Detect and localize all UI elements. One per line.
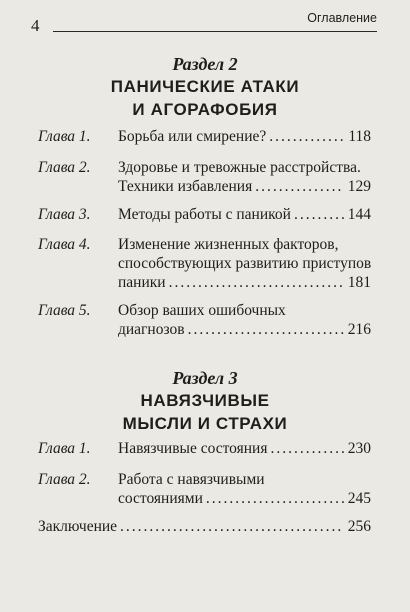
section-label: Раздел 3 bbox=[172, 368, 238, 388]
dot-leader bbox=[269, 127, 344, 146]
toc-entry[interactable] bbox=[38, 235, 371, 292]
chapter-title: паники bbox=[118, 274, 166, 291]
page-number: 4 bbox=[31, 16, 40, 35]
page-ref: 181 bbox=[347, 274, 371, 291]
chapter-title: Борьба или смирение? bbox=[118, 128, 267, 145]
dot-leader bbox=[206, 489, 344, 508]
chapter-title: Навязчивые состояния bbox=[118, 440, 268, 457]
toc-entry-conclusion[interactable] bbox=[38, 517, 371, 536]
dot-leader bbox=[255, 177, 344, 196]
section-title-line: МЫСЛИ И СТРАХИ bbox=[122, 414, 288, 433]
toc-entry[interactable] bbox=[38, 127, 371, 146]
chapter-title: Методы работы с паникой bbox=[118, 206, 291, 223]
section-title-line: ПАНИЧЕСКИЕ АТАКИ bbox=[110, 77, 300, 96]
chapter-label: Глава 4. bbox=[38, 236, 91, 253]
page-ref: 118 bbox=[348, 128, 371, 145]
chapter-title: Техники избавления bbox=[118, 178, 253, 195]
section-3-heading bbox=[0, 367, 410, 435]
dot-leader bbox=[270, 439, 343, 458]
section-label: Раздел 2 bbox=[172, 54, 238, 74]
section-2-heading bbox=[0, 53, 410, 121]
dot-leader bbox=[294, 205, 344, 224]
running-title: Оглавление bbox=[307, 11, 377, 25]
page-header bbox=[0, 0, 410, 40]
chapter-title: Работа с навязчивыми bbox=[118, 471, 265, 488]
chapter-title: Здоровье и тревожные расстройства. bbox=[118, 159, 361, 176]
page-ref: 245 bbox=[347, 490, 371, 507]
dot-leader bbox=[188, 320, 344, 339]
chapter-label: Глава 2. bbox=[38, 159, 91, 176]
toc-entry[interactable] bbox=[38, 470, 371, 508]
toc-entry[interactable] bbox=[38, 439, 371, 458]
page-ref: 216 bbox=[347, 321, 371, 338]
header-rule bbox=[53, 31, 377, 32]
chapter-label: Глава 3. bbox=[38, 206, 91, 223]
page-ref: 144 bbox=[347, 206, 371, 223]
toc-entry[interactable] bbox=[38, 158, 371, 196]
chapter-label: Глава 1. bbox=[38, 128, 91, 145]
chapter-label: Глава 5. bbox=[38, 302, 91, 319]
chapter-title: диагнозов bbox=[118, 321, 185, 338]
chapter-title: Обзор ваших ошибочных bbox=[118, 302, 286, 319]
page-ref: 230 bbox=[347, 440, 371, 457]
dot-leader bbox=[169, 273, 344, 292]
section-title-line: И АГОРАФОБИЯ bbox=[132, 100, 278, 119]
chapter-label: Глава 2. bbox=[38, 471, 91, 488]
page-ref: 129 bbox=[347, 178, 371, 195]
toc-entry[interactable] bbox=[38, 301, 371, 339]
chapter-title: способствующих развитию приступов bbox=[118, 255, 372, 272]
chapter-title: Изменение жизненных факторов, bbox=[118, 236, 339, 253]
chapter-title: состояниями bbox=[118, 490, 203, 507]
page-ref: 256 bbox=[347, 518, 371, 535]
chapter-label: Глава 1. bbox=[38, 440, 91, 457]
dot-leader bbox=[120, 517, 344, 536]
section-title-line: НАВЯЗЧИВЫЕ bbox=[140, 391, 270, 410]
chapter-title: Заключение bbox=[38, 518, 118, 535]
toc-entry[interactable] bbox=[38, 205, 371, 224]
